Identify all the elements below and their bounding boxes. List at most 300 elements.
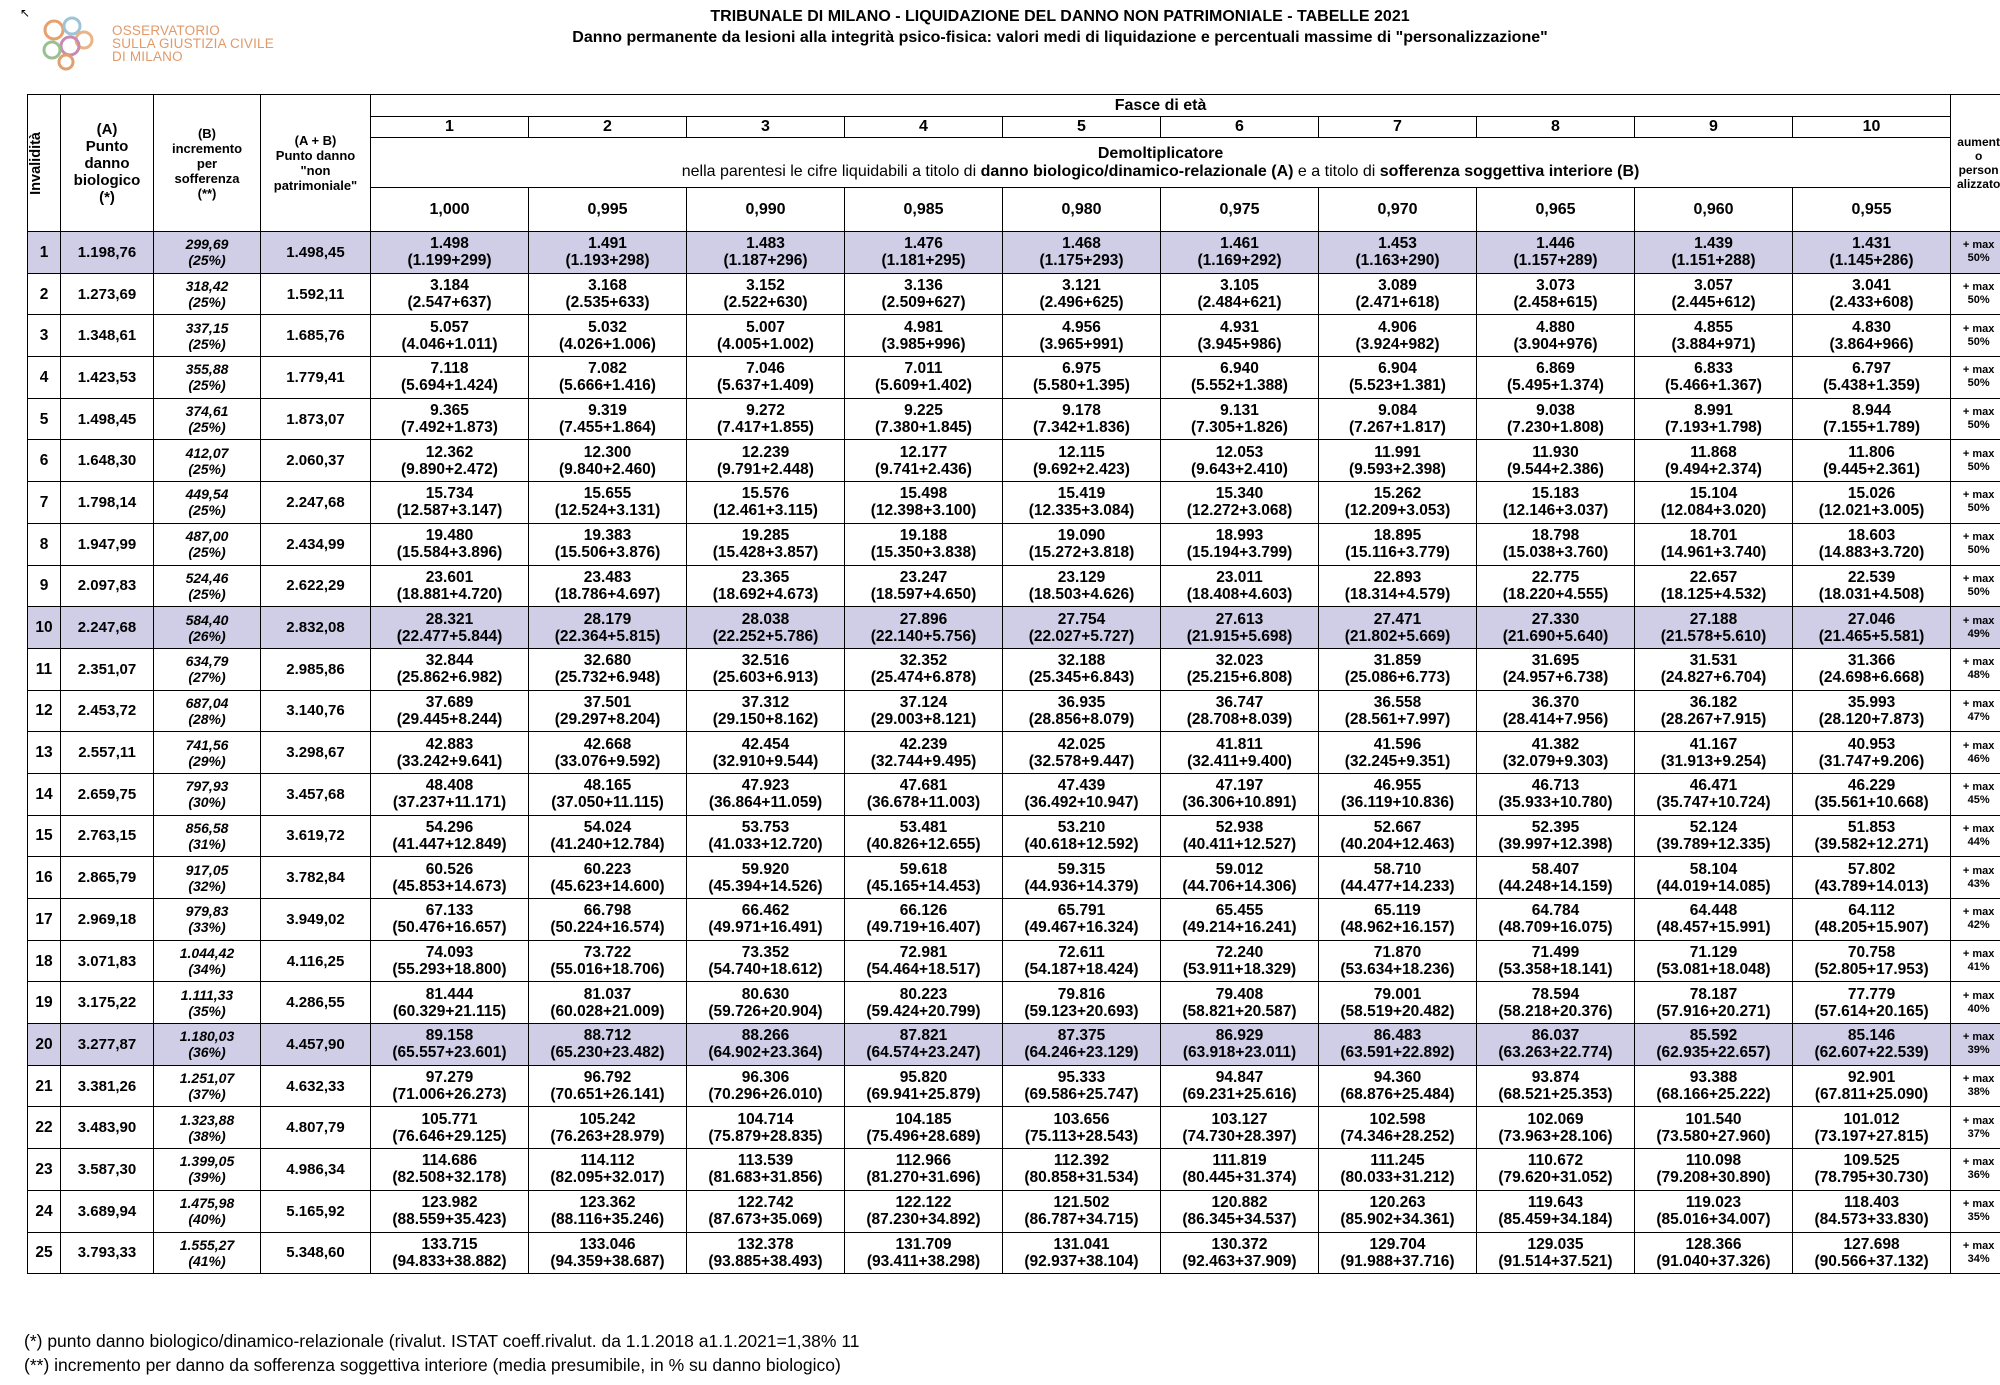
cell-breakdown: (2.547+637) bbox=[407, 294, 492, 312]
cell-total: 58.710 bbox=[1373, 860, 1422, 878]
cell-invalidita: 9 bbox=[28, 565, 61, 607]
cell-breakdown: (12.587+3.147) bbox=[396, 502, 503, 520]
cell-total: 47.439 bbox=[1057, 777, 1106, 795]
cell-value bbox=[1635, 607, 1793, 649]
cell-total: 1.431 bbox=[1852, 235, 1891, 253]
pers-prefix: + max bbox=[1962, 1114, 1995, 1127]
cell-punto-biologico: 3.277,87 bbox=[61, 1024, 154, 1066]
cell-total: 4.830 bbox=[1852, 318, 1891, 336]
cell-total: 6.797 bbox=[1852, 360, 1891, 378]
cell-incremento bbox=[154, 357, 261, 399]
pers-value: 49% bbox=[1967, 627, 1990, 640]
cell-value bbox=[1477, 1232, 1635, 1274]
incremento-percent: (25%) bbox=[188, 377, 226, 394]
pers-value: 48% bbox=[1967, 669, 1990, 682]
cell-breakdown: (7.305+1.826) bbox=[1191, 419, 1288, 437]
cell-total: 131.041 bbox=[1053, 1235, 1110, 1253]
header-col-a-line: (*) bbox=[99, 188, 115, 206]
cell-breakdown: (49.467+16.324) bbox=[1024, 919, 1139, 937]
cell-value bbox=[1793, 648, 1951, 690]
pers-value: 47% bbox=[1967, 710, 1990, 723]
cell-breakdown: (67.811+25.090) bbox=[1814, 1086, 1929, 1104]
cell-personalizzazione bbox=[1951, 565, 2000, 607]
cell-value bbox=[1477, 482, 1635, 524]
cell-value bbox=[1635, 523, 1793, 565]
cell-total: 1.498 bbox=[430, 235, 469, 253]
header-fascia: 9 bbox=[1635, 117, 1793, 138]
cell-value bbox=[845, 1190, 1003, 1232]
cell-breakdown: (1.181+295) bbox=[881, 252, 966, 270]
cell-personalizzazione bbox=[1951, 982, 2000, 1024]
cell-total: 32.023 bbox=[1215, 652, 1264, 670]
cell-breakdown: (32.245+9.351) bbox=[1344, 752, 1451, 770]
cell-total: 94.847 bbox=[1215, 1069, 1264, 1087]
cell-breakdown: (36.119+10.836) bbox=[1340, 794, 1455, 812]
table-row bbox=[28, 482, 2000, 524]
cell-breakdown: (81.270+31.696) bbox=[866, 1169, 981, 1187]
cell-total: 11.806 bbox=[1848, 443, 1895, 461]
cell-incremento bbox=[154, 648, 261, 690]
cell-value bbox=[687, 607, 845, 649]
cell-punto-non-patrimoniale: 5.165,92 bbox=[261, 1190, 371, 1232]
cell-breakdown: (65.557+23.601) bbox=[392, 1044, 507, 1062]
cell-total: 22.539 bbox=[1847, 568, 1896, 586]
pers-value: 34% bbox=[1967, 1252, 1990, 1265]
cell-breakdown: (58.821+20.587) bbox=[1182, 1002, 1297, 1020]
cell-value bbox=[687, 815, 845, 857]
cell-personalizzazione bbox=[1951, 690, 2000, 732]
cell-punto-non-patrimoniale: 4.286,55 bbox=[261, 982, 371, 1024]
cell-value bbox=[1635, 815, 1793, 857]
cell-breakdown: (53.358+18.141) bbox=[1498, 961, 1613, 979]
cell-punto-non-patrimoniale: 1.498,45 bbox=[261, 232, 371, 274]
header-fascia: 2 bbox=[529, 117, 687, 138]
cell-value bbox=[687, 523, 845, 565]
cell-breakdown: (91.514+37.521) bbox=[1498, 1252, 1613, 1270]
cell-value bbox=[1161, 982, 1319, 1024]
cell-breakdown: (12.398+3.100) bbox=[870, 502, 977, 520]
cell-total: 18.798 bbox=[1531, 527, 1580, 545]
incremento-value: 1.555,27 bbox=[179, 1236, 235, 1253]
liquidation-table-container bbox=[27, 94, 2000, 1274]
cell-total: 113.539 bbox=[737, 1152, 794, 1170]
cell-total: 60.223 bbox=[583, 860, 632, 878]
cell-value bbox=[1319, 482, 1477, 524]
cell-value bbox=[1003, 398, 1161, 440]
cell-value bbox=[1161, 1065, 1319, 1107]
cell-value bbox=[1161, 899, 1319, 941]
incremento-percent: (30%) bbox=[188, 794, 226, 811]
cell-value bbox=[371, 1190, 529, 1232]
cell-breakdown: (9.791+2.448) bbox=[717, 460, 814, 478]
cell-breakdown: (32.578+9.447) bbox=[1028, 752, 1135, 770]
cell-total: 31.695 bbox=[1531, 652, 1580, 670]
cell-breakdown: (70.651+26.141) bbox=[550, 1086, 665, 1104]
multiplier-cell: 0,955 bbox=[1793, 188, 1951, 232]
cell-total: 52.667 bbox=[1373, 818, 1422, 836]
cell-total: 35.993 bbox=[1847, 693, 1896, 711]
cell-value bbox=[371, 815, 529, 857]
cell-breakdown: (58.218+20.376) bbox=[1498, 1002, 1613, 1020]
demolt-note-part: nella parentesi le cifre liquidabili a titolo di bbox=[681, 162, 981, 180]
cell-total: 18.993 bbox=[1215, 527, 1264, 545]
header-fasce-label: Fasce di età bbox=[371, 95, 1951, 117]
cell-breakdown: (53.081+18.048) bbox=[1656, 961, 1771, 979]
cell-value bbox=[687, 357, 845, 399]
cell-value bbox=[1793, 857, 1951, 899]
cell-total: 3.073 bbox=[1536, 277, 1575, 295]
cell-breakdown: (49.214+16.241) bbox=[1182, 919, 1297, 937]
cell-punto-biologico: 3.381,26 bbox=[61, 1065, 154, 1107]
cell-total: 32.844 bbox=[425, 652, 474, 670]
cell-total: 110.672 bbox=[1527, 1152, 1584, 1170]
cell-punto-biologico: 3.793,33 bbox=[61, 1232, 154, 1274]
cell-total: 72.981 bbox=[899, 944, 948, 962]
logo-line-1: OSSERVATORIO bbox=[112, 23, 220, 38]
cell-punto-non-patrimoniale: 2.622,29 bbox=[261, 565, 371, 607]
cell-total: 19.188 bbox=[899, 527, 948, 545]
cell-personalizzazione bbox=[1951, 773, 2000, 815]
cell-value bbox=[1477, 857, 1635, 899]
cell-punto-non-patrimoniale: 3.298,67 bbox=[261, 732, 371, 774]
cell-total: 37.501 bbox=[583, 693, 632, 711]
cell-breakdown: (52.805+17.953) bbox=[1814, 961, 1929, 979]
cell-breakdown: (94.359+38.687) bbox=[550, 1252, 665, 1270]
pers-value: 37% bbox=[1967, 1127, 1990, 1140]
cell-value bbox=[1319, 232, 1477, 274]
cell-total: 12.115 bbox=[1058, 443, 1105, 461]
cell-value bbox=[529, 815, 687, 857]
multiplier-cell: 0,990 bbox=[687, 188, 845, 232]
cell-total: 42.883 bbox=[425, 735, 474, 753]
cell-breakdown: (73.580+27.960) bbox=[1656, 1127, 1771, 1145]
cell-personalizzazione bbox=[1951, 1232, 2000, 1274]
cell-total: 118.403 bbox=[1843, 1194, 1900, 1212]
cell-personalizzazione bbox=[1951, 815, 2000, 857]
cell-breakdown: (70.296+26.010) bbox=[708, 1086, 823, 1104]
cell-total: 59.012 bbox=[1215, 860, 1264, 878]
cell-value bbox=[371, 940, 529, 982]
cell-total: 9.178 bbox=[1062, 402, 1101, 420]
cell-breakdown: (9.692+2.423) bbox=[1033, 460, 1130, 478]
page-title: TRIBUNALE DI MILANO - LIQUIDAZIONE DEL DANNO NON PATRIMONIALE - TABELLE 2021 bbox=[710, 8, 1410, 25]
cell-value bbox=[1477, 1107, 1635, 1149]
cell-punto-biologico: 3.587,30 bbox=[61, 1149, 154, 1191]
cell-value bbox=[371, 1232, 529, 1274]
cell-value bbox=[529, 440, 687, 482]
cell-incremento bbox=[154, 982, 261, 1024]
cell-total: 86.483 bbox=[1373, 1027, 1422, 1045]
cell-breakdown: (7.380+1.845) bbox=[875, 419, 972, 437]
cell-value bbox=[1161, 273, 1319, 315]
cell-total: 109.525 bbox=[1843, 1152, 1900, 1170]
cell-value bbox=[529, 607, 687, 649]
cell-value bbox=[1319, 648, 1477, 690]
cell-total: 72.240 bbox=[1215, 944, 1264, 962]
cell-personalizzazione bbox=[1951, 899, 2000, 941]
cell-breakdown: (28.414+7.956) bbox=[1502, 710, 1609, 728]
cell-total: 94.360 bbox=[1373, 1069, 1422, 1087]
cell-total: 104.714 bbox=[737, 1110, 794, 1128]
cell-invalidita: 2 bbox=[28, 273, 61, 315]
cell-total: 123.362 bbox=[579, 1194, 636, 1212]
cell-total: 89.158 bbox=[425, 1027, 474, 1045]
cell-breakdown: (32.910+9.544) bbox=[712, 752, 819, 770]
cell-total: 54.296 bbox=[425, 818, 474, 836]
cell-breakdown: (7.455+1.864) bbox=[559, 419, 656, 437]
cell-value bbox=[1793, 440, 1951, 482]
cell-value bbox=[1793, 1190, 1951, 1232]
cell-breakdown: (24.827+6.704) bbox=[1660, 669, 1767, 687]
cell-breakdown: (1.145+286) bbox=[1829, 252, 1914, 270]
cell-value bbox=[687, 1149, 845, 1191]
header-col-a-line: Punto bbox=[85, 137, 129, 155]
cell-breakdown: (93.411+38.298) bbox=[866, 1252, 981, 1270]
header-fascia: 10 bbox=[1793, 117, 1951, 138]
cell-value bbox=[1003, 1024, 1161, 1066]
pers-prefix: + max bbox=[1962, 948, 1995, 961]
cell-total: 23.011 bbox=[1216, 568, 1263, 586]
pers-value: 40% bbox=[1967, 1002, 1990, 1015]
cell-value bbox=[529, 482, 687, 524]
cell-total: 31.366 bbox=[1847, 652, 1896, 670]
incremento-value: 337,15 bbox=[185, 319, 229, 336]
demoltiplicatore-note bbox=[371, 163, 1950, 181]
cell-total: 12.177 bbox=[899, 443, 948, 461]
cell-value bbox=[1477, 1149, 1635, 1191]
cell-personalizzazione bbox=[1951, 440, 2000, 482]
cell-value bbox=[529, 899, 687, 941]
cell-breakdown: (7.193+1.798) bbox=[1665, 419, 1762, 437]
cell-value bbox=[1477, 815, 1635, 857]
cell-total: 3.121 bbox=[1062, 277, 1101, 295]
cell-value bbox=[529, 273, 687, 315]
cell-value bbox=[1635, 357, 1793, 399]
incremento-percent: (25%) bbox=[188, 585, 226, 602]
incremento-percent: (25%) bbox=[188, 502, 226, 519]
cell-total: 79.001 bbox=[1373, 985, 1422, 1003]
cell-breakdown: (63.918+23.011) bbox=[1182, 1044, 1297, 1062]
cell-value bbox=[687, 440, 845, 482]
cell-value bbox=[529, 1065, 687, 1107]
cell-breakdown: (18.408+4.603) bbox=[1186, 585, 1293, 603]
cell-total: 104.185 bbox=[895, 1110, 952, 1128]
cell-value bbox=[1161, 1024, 1319, 1066]
cell-value bbox=[1635, 732, 1793, 774]
cell-total: 73.352 bbox=[741, 944, 790, 962]
pers-prefix: + max bbox=[1962, 1031, 1995, 1044]
cell-invalidita: 20 bbox=[28, 1024, 61, 1066]
header-demoltiplicatore bbox=[371, 138, 1951, 188]
cell-breakdown: (4.005+1.002) bbox=[717, 335, 814, 353]
header-pers-line: o bbox=[1974, 149, 1983, 163]
cell-value bbox=[371, 1065, 529, 1107]
cell-breakdown: (84.573+33.830) bbox=[1814, 1211, 1929, 1229]
cell-breakdown: (91.988+37.716) bbox=[1340, 1252, 1455, 1270]
cell-breakdown: (45.165+14.453) bbox=[866, 877, 981, 895]
cell-value bbox=[845, 273, 1003, 315]
cell-invalidita: 19 bbox=[28, 982, 61, 1024]
cell-value bbox=[1477, 1190, 1635, 1232]
incremento-value: 524,46 bbox=[185, 569, 229, 586]
cell-total: 3.136 bbox=[904, 277, 943, 295]
cell-value bbox=[1793, 1065, 1951, 1107]
incremento-value: 1.399,05 bbox=[179, 1153, 235, 1170]
cell-total: 42.239 bbox=[899, 735, 948, 753]
cell-total: 3.057 bbox=[1694, 277, 1733, 295]
cell-value bbox=[1477, 648, 1635, 690]
cell-total: 23.129 bbox=[1057, 568, 1106, 586]
table-body bbox=[28, 232, 2000, 1274]
demolt-note-part: e a titolo di bbox=[1293, 162, 1380, 180]
cell-breakdown: (32.079+9.303) bbox=[1502, 752, 1609, 770]
cell-value bbox=[1003, 1149, 1161, 1191]
cell-breakdown: (88.116+35.246) bbox=[550, 1211, 665, 1229]
cell-invalidita: 7 bbox=[28, 482, 61, 524]
cell-total: 28.321 bbox=[425, 610, 474, 628]
incremento-percent: (25%) bbox=[188, 335, 226, 352]
cell-breakdown: (79.208+30.890) bbox=[1656, 1169, 1771, 1187]
cell-breakdown: (1.157+289) bbox=[1513, 252, 1598, 270]
cell-value bbox=[1319, 940, 1477, 982]
cell-value bbox=[1319, 565, 1477, 607]
cell-total: 123.982 bbox=[421, 1194, 478, 1212]
cell-total: 1.468 bbox=[1062, 235, 1101, 253]
cell-value bbox=[529, 1024, 687, 1066]
cell-punto-biologico: 2.865,79 bbox=[61, 857, 154, 899]
cell-total: 71.499 bbox=[1531, 944, 1580, 962]
cell-value bbox=[1793, 690, 1951, 732]
cell-value bbox=[1161, 1232, 1319, 1274]
cell-breakdown: (2.471+618) bbox=[1355, 294, 1440, 312]
cell-breakdown: (25.603+6.913) bbox=[712, 669, 819, 687]
cell-invalidita: 21 bbox=[28, 1065, 61, 1107]
cell-value bbox=[529, 690, 687, 732]
cell-total: 8.991 bbox=[1694, 402, 1733, 420]
cell-value bbox=[845, 940, 1003, 982]
pers-value: 50% bbox=[1967, 419, 1990, 432]
header-col-a-line: biologico bbox=[73, 171, 141, 189]
cell-total: 23.247 bbox=[899, 568, 948, 586]
cell-total: 129.704 bbox=[1369, 1235, 1426, 1253]
table-row bbox=[28, 440, 2000, 482]
incremento-value: 584,40 bbox=[185, 611, 229, 628]
pers-prefix: + max bbox=[1962, 989, 1995, 1002]
cell-incremento bbox=[154, 773, 261, 815]
cell-value bbox=[1161, 1190, 1319, 1232]
cell-total: 95.333 bbox=[1057, 1069, 1106, 1087]
cell-value bbox=[1635, 565, 1793, 607]
cell-breakdown: (50.476+16.657) bbox=[392, 919, 507, 937]
incremento-value: 917,05 bbox=[185, 861, 229, 878]
cell-value bbox=[371, 357, 529, 399]
cell-value bbox=[1635, 1232, 1793, 1274]
header-fascia: 1 bbox=[371, 117, 529, 138]
cell-breakdown: (68.521+25.353) bbox=[1498, 1086, 1613, 1104]
cell-invalidita: 4 bbox=[28, 357, 61, 399]
cell-breakdown: (44.019+14.085) bbox=[1656, 877, 1771, 895]
cell-total: 67.133 bbox=[425, 902, 474, 920]
table-row bbox=[28, 1065, 2000, 1107]
cell-breakdown: (3.864+966) bbox=[1829, 335, 1914, 353]
cell-value bbox=[1793, 1232, 1951, 1274]
cell-breakdown: (3.884+971) bbox=[1671, 335, 1756, 353]
cell-total: 132.378 bbox=[737, 1235, 794, 1253]
cell-value bbox=[1161, 232, 1319, 274]
cell-breakdown: (15.194+3.799) bbox=[1186, 544, 1293, 562]
cell-breakdown: (25.086+6.773) bbox=[1344, 669, 1451, 687]
cell-total: 4.855 bbox=[1694, 318, 1733, 336]
cell-value bbox=[529, 398, 687, 440]
cell-total: 88.712 bbox=[583, 1027, 632, 1045]
cell-incremento bbox=[154, 1107, 261, 1149]
header-col-b-line: (**) bbox=[197, 185, 217, 201]
cell-value bbox=[1793, 899, 1951, 941]
cell-value bbox=[687, 315, 845, 357]
cell-punto-non-patrimoniale: 1.779,41 bbox=[261, 357, 371, 399]
cell-breakdown: (45.394+14.526) bbox=[708, 877, 823, 895]
cell-breakdown: (12.146+3.037) bbox=[1502, 502, 1609, 520]
cell-breakdown: (45.623+14.600) bbox=[550, 877, 665, 895]
pers-value: 36% bbox=[1967, 1169, 1990, 1182]
cell-total: 5.007 bbox=[746, 318, 785, 336]
cell-total: 64.448 bbox=[1689, 902, 1738, 920]
cell-total: 64.112 bbox=[1848, 902, 1895, 920]
cell-value bbox=[1635, 940, 1793, 982]
cell-punto-biologico: 1.198,76 bbox=[61, 232, 154, 274]
cell-value bbox=[1793, 398, 1951, 440]
cell-breakdown: (2.535+633) bbox=[565, 294, 650, 312]
cell-punto-non-patrimoniale: 4.116,25 bbox=[261, 940, 371, 982]
cell-breakdown: (92.937+38.104) bbox=[1024, 1252, 1139, 1270]
cell-breakdown: (63.591+22.892) bbox=[1340, 1044, 1455, 1062]
cell-total: 3.105 bbox=[1220, 277, 1259, 295]
cell-total: 36.935 bbox=[1057, 693, 1106, 711]
cell-breakdown: (28.561+7.997) bbox=[1344, 710, 1451, 728]
cell-total: 101.540 bbox=[1685, 1110, 1742, 1128]
cell-total: 31.859 bbox=[1373, 652, 1422, 670]
cell-total: 102.598 bbox=[1369, 1110, 1426, 1128]
cell-personalizzazione bbox=[1951, 482, 2000, 524]
cell-total: 97.279 bbox=[425, 1069, 474, 1087]
cell-value bbox=[687, 1190, 845, 1232]
pers-prefix: + max bbox=[1962, 531, 1995, 544]
header-fascia: 5 bbox=[1003, 117, 1161, 138]
header-fascia: 8 bbox=[1477, 117, 1635, 138]
header-col-b-line: sofferenza bbox=[174, 170, 240, 186]
cell-personalizzazione bbox=[1951, 357, 2000, 399]
pers-prefix: + max bbox=[1962, 239, 1995, 252]
cell-value bbox=[1161, 482, 1319, 524]
cell-total: 19.285 bbox=[741, 527, 790, 545]
pers-prefix: + max bbox=[1962, 864, 1995, 877]
cell-punto-biologico: 1.348,61 bbox=[61, 315, 154, 357]
cell-breakdown: (15.038+3.760) bbox=[1502, 544, 1609, 562]
cell-total: 36.370 bbox=[1531, 693, 1580, 711]
cell-incremento bbox=[154, 523, 261, 565]
cell-value bbox=[1319, 1232, 1477, 1274]
logo-line-2: SULLA GIUSTIZIA CIVILE bbox=[112, 36, 274, 51]
cell-breakdown: (21.802+5.669) bbox=[1344, 627, 1451, 645]
cell-value bbox=[1635, 899, 1793, 941]
pers-value: 50% bbox=[1967, 585, 1990, 598]
cell-value bbox=[1793, 273, 1951, 315]
cell-breakdown: (87.673+35.069) bbox=[708, 1211, 823, 1229]
incremento-percent: (34%) bbox=[188, 961, 226, 978]
cell-value bbox=[1635, 857, 1793, 899]
cell-total: 27.188 bbox=[1689, 610, 1738, 628]
cell-breakdown: (18.786+4.697) bbox=[554, 585, 661, 603]
